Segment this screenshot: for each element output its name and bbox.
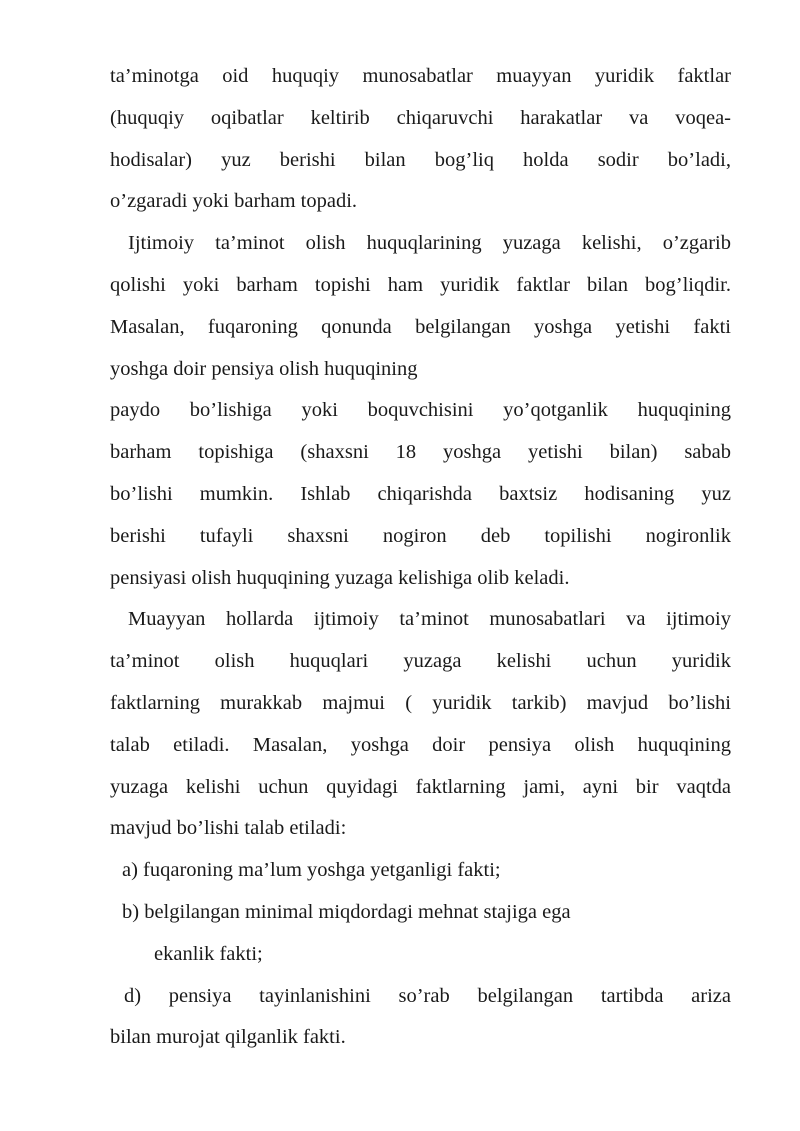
text-line: pensiyasi olish huquqining yuzaga kelishiga olib keladi. <box>110 566 570 589</box>
text-line: o’zgaradi yoki barham topadi. <box>110 190 358 213</box>
text-line: (huquqiy oqibatlar keltirib chiqaruvchi harakatlar va voqea- <box>110 106 731 129</box>
text-line: yoshga doir pensiya olish huquqining <box>110 357 418 380</box>
list-item-d: d) pensiya tayinlanishini so’rab belgilangan tartibda ariza <box>124 984 731 1007</box>
list-item-a: a) fuqaroning ma’lum yoshga yetganligi fakti; <box>122 859 501 882</box>
text-line: faktlarning murakkab majmui ( yuridik tarkib) mavjud bo’lishi <box>110 691 731 714</box>
text-line: qolishi yoki barham topishi ham yuridik faktlar bilan bog’liqdir. <box>110 273 731 296</box>
text-line: berishi tufayli shaxsni nogiron deb topilishi nogironlik <box>110 524 731 547</box>
text-line: bilan murojat qilganlik fakti. <box>110 1026 346 1049</box>
document-page <box>110 56 731 1059</box>
text-line: mavjud bo’lishi talab etiladi: <box>110 817 347 840</box>
text-line: ta’minotga oid huquqiy munosabatlar muayyan yuridik faktlar <box>110 65 731 87</box>
text-line: paydo bo’lishiga yoki boquvchisini yo’qotganlik huquqining <box>110 399 731 422</box>
text-line: ta’minot olish huquqlari yuzaga kelishi uchun yuridik <box>110 650 731 673</box>
text-line: bo’lishi mumkin. Ishlab chiqarishda baxtsiz hodisaning yuz <box>110 482 731 505</box>
paragraph-first-line: Muayyan hollarda ijtimoiy ta’minot munosabatlari va ijtimoiy <box>128 608 731 631</box>
text-line: Masalan, fuqaroning qonunda belgilangan yoshga yetishi fakti <box>110 315 731 338</box>
text-line: talab etiladi. Masalan, yoshga doir pensiya olish huquqining <box>110 733 731 756</box>
text-line: barham topishiga (shaxsni 18 yoshga yetishi bilan) sabab <box>110 441 731 464</box>
text-line: hodisalar) yuz berishi bilan bog’liq holda sodir bo’ladi, <box>110 148 731 171</box>
text-line: yuzaga kelishi uchun quyidagi faktlarning jami, ayni bir vaqtda <box>110 775 731 798</box>
list-item-b: b) belgilangan minimal miqdordagi mehnat stajiga ega <box>122 900 571 923</box>
list-item-b-continuation: ekanlik fakti; <box>154 942 263 965</box>
paragraph-first-line: Ijtimoiy ta’minot olish huquqlarining yuzaga kelishi, o’zgarib <box>128 232 731 255</box>
